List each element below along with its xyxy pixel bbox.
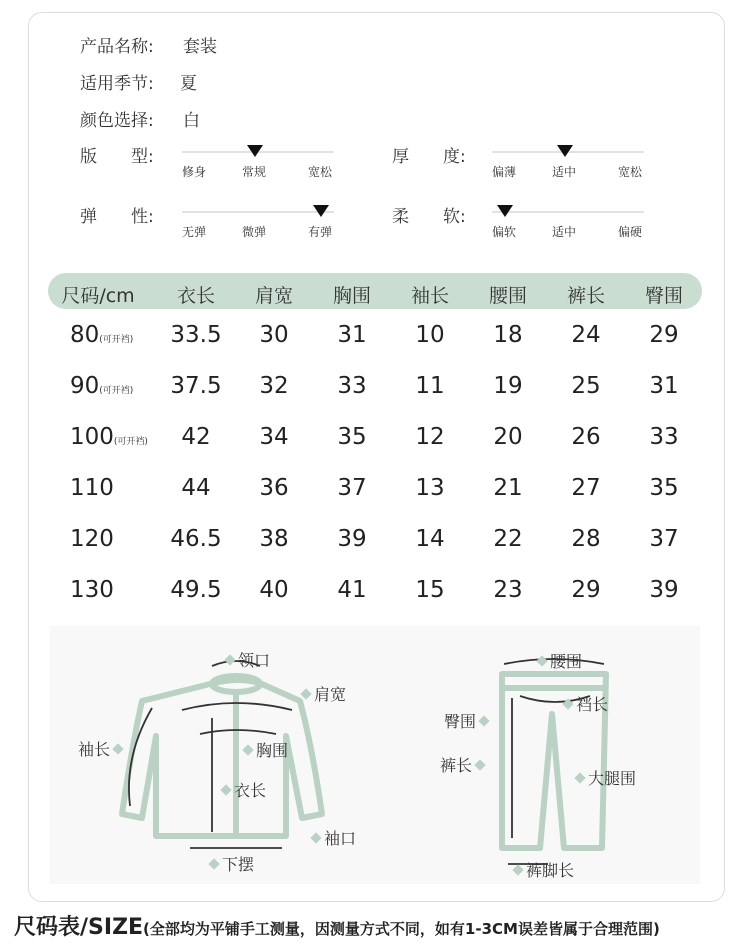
table-header-7: 臀围 <box>644 285 683 307</box>
thickness-tick-3: 宽松 <box>618 165 643 179</box>
table-cell: 37 <box>649 526 679 552</box>
season-label: 适用季节: <box>80 74 154 94</box>
table-cell: 26 <box>571 424 601 450</box>
softness-label: 柔 软: <box>392 207 466 227</box>
table-cell: 25 <box>571 373 601 399</box>
size-cell <box>70 373 133 399</box>
softness-tick-2: 适中 <box>552 225 577 239</box>
garment-illustration <box>50 626 700 884</box>
softness-tick-1: 偏软 <box>492 225 517 239</box>
product-name-label: 产品名称: <box>80 37 154 57</box>
waist-label: 腰围 <box>538 649 582 672</box>
thigh-label: 大腿围 <box>576 766 636 789</box>
table-cell: 31 <box>337 322 367 348</box>
crotch-label: 裆长 <box>564 692 608 715</box>
table-cell: 24 <box>571 322 601 348</box>
table-cell: 35 <box>337 424 367 450</box>
table-cell: 28 <box>571 526 601 552</box>
table-cell: 38 <box>259 526 289 552</box>
table-cell: 29 <box>649 322 679 348</box>
thickness-label: 厚 度: <box>392 147 466 167</box>
thickness-tick-1: 偏薄 <box>492 165 517 179</box>
open-crotch-note: (可开裆) <box>99 386 134 396</box>
footer-title: 尺码表/SIZE <box>14 915 144 940</box>
open-crotch-note: (可开裆) <box>99 335 134 345</box>
table-cell: 21 <box>493 475 523 501</box>
thickness-marker <box>557 145 573 157</box>
softness-tick-3: 偏硬 <box>618 225 643 239</box>
elasticity-label: 弹 性: <box>80 207 154 227</box>
table-cell: 12 <box>415 424 445 450</box>
table-cell: 37 <box>337 475 367 501</box>
product-name-value: 套装 <box>183 37 217 57</box>
table-cell: 27 <box>571 475 601 501</box>
table-cell: 19 <box>493 373 523 399</box>
thickness-tick-2: 适中 <box>552 165 577 179</box>
table-header-5: 腰围 <box>488 285 527 307</box>
elasticity-scale-line <box>182 211 334 213</box>
diamond-icon <box>208 858 219 869</box>
table-cell: 35 <box>649 475 679 501</box>
table-cell: 33 <box>337 373 367 399</box>
diamond-icon <box>574 772 585 783</box>
table-cell: 46.5 <box>170 526 222 552</box>
fit-label: 版 型: <box>80 147 154 167</box>
size-cell <box>70 475 114 501</box>
color-label: 颜色选择: <box>80 111 154 131</box>
season-value: 夏 <box>180 74 197 94</box>
table-cell: 36 <box>259 475 289 501</box>
table-header-4: 袖长 <box>410 285 449 307</box>
diamond-icon <box>478 715 489 726</box>
hip-label: 臀围 <box>444 709 488 732</box>
diamond-icon <box>474 759 485 770</box>
table-header-3: 胸围 <box>332 285 371 307</box>
diamond-icon <box>112 743 123 754</box>
color-value: 白 <box>183 111 200 131</box>
softness-scale-line <box>492 211 644 213</box>
table-cell: 20 <box>493 424 523 450</box>
pants-length-label: 裤长 <box>440 753 484 776</box>
diamond-icon <box>562 698 573 709</box>
elasticity-tick-2: 微弹 <box>242 225 267 239</box>
table-cell: 13 <box>415 475 445 501</box>
size-cell <box>70 322 133 348</box>
diamond-icon <box>300 688 311 699</box>
open-crotch-note: (可开裆) <box>113 437 148 447</box>
table-cell: 31 <box>649 373 679 399</box>
table-cell: 10 <box>415 322 445 348</box>
leg-opening-label: 裤脚长 <box>514 858 574 881</box>
elasticity-tick-1: 无弹 <box>182 225 207 239</box>
size-value: 130 <box>70 577 114 603</box>
diamond-icon <box>242 744 253 755</box>
size-value: 110 <box>70 475 114 501</box>
table-cell: 30 <box>259 322 289 348</box>
elasticity-tick-3: 有弹 <box>308 225 333 239</box>
sleeve-label: 袖长 <box>78 737 122 760</box>
table-cell: 42 <box>181 424 211 450</box>
table-cell: 22 <box>493 526 523 552</box>
elasticity-marker <box>313 205 329 217</box>
table-cell: 40 <box>259 577 289 603</box>
table-cell: 33 <box>649 424 679 450</box>
shoulder-label: 肩宽 <box>302 682 346 705</box>
table-cell: 33.5 <box>170 322 222 348</box>
size-cell <box>70 577 114 603</box>
measurement-diagram <box>50 626 700 884</box>
cuff-label: 袖口 <box>312 826 356 849</box>
table-cell: 15 <box>415 577 445 603</box>
size-chart-footer <box>14 910 660 941</box>
table-cell: 37.5 <box>170 373 222 399</box>
length-label: 衣长 <box>222 778 266 801</box>
size-value: 120 <box>70 526 114 552</box>
table-cell: 39 <box>649 577 679 603</box>
table-cell: 18 <box>493 322 523 348</box>
table-cell: 23 <box>493 577 523 603</box>
table-header-6: 裤长 <box>566 285 605 307</box>
diamond-icon <box>536 655 547 666</box>
fit-marker <box>247 145 263 157</box>
chest-label: 胸围 <box>244 738 288 761</box>
softness-marker <box>497 205 513 217</box>
fit-tick-3: 宽松 <box>308 165 333 179</box>
table-cell: 41 <box>337 577 367 603</box>
size-value: 100 <box>70 424 114 450</box>
diamond-icon <box>512 864 523 875</box>
table-header-1: 衣长 <box>176 285 215 307</box>
table-cell: 29 <box>571 577 601 603</box>
fit-tick-2: 常规 <box>242 165 267 179</box>
table-cell: 34 <box>259 424 289 450</box>
table-header-2: 肩宽 <box>254 285 293 307</box>
table-cell: 39 <box>337 526 367 552</box>
table-cell: 44 <box>181 475 211 501</box>
fit-tick-1: 修身 <box>182 165 207 179</box>
hem-label: 下摆 <box>210 852 254 875</box>
size-value: 90 <box>70 373 100 399</box>
size-cell <box>70 526 114 552</box>
diamond-icon <box>310 832 321 843</box>
diamond-icon <box>224 654 235 665</box>
collar-label: 领口 <box>226 648 270 671</box>
size-cell <box>70 424 148 450</box>
table-cell: 11 <box>415 373 445 399</box>
table-cell: 32 <box>259 373 289 399</box>
footer-note: (全部均为平铺手工测量，因测量方式不同，如有1-3CM误差皆属于合理范围) <box>143 920 660 938</box>
top-outline <box>122 676 322 836</box>
table-header-0: 尺码/cm <box>61 285 135 307</box>
table-cell: 14 <box>415 526 445 552</box>
diamond-icon <box>220 784 231 795</box>
table-cell: 49.5 <box>170 577 222 603</box>
size-value: 80 <box>70 322 100 348</box>
